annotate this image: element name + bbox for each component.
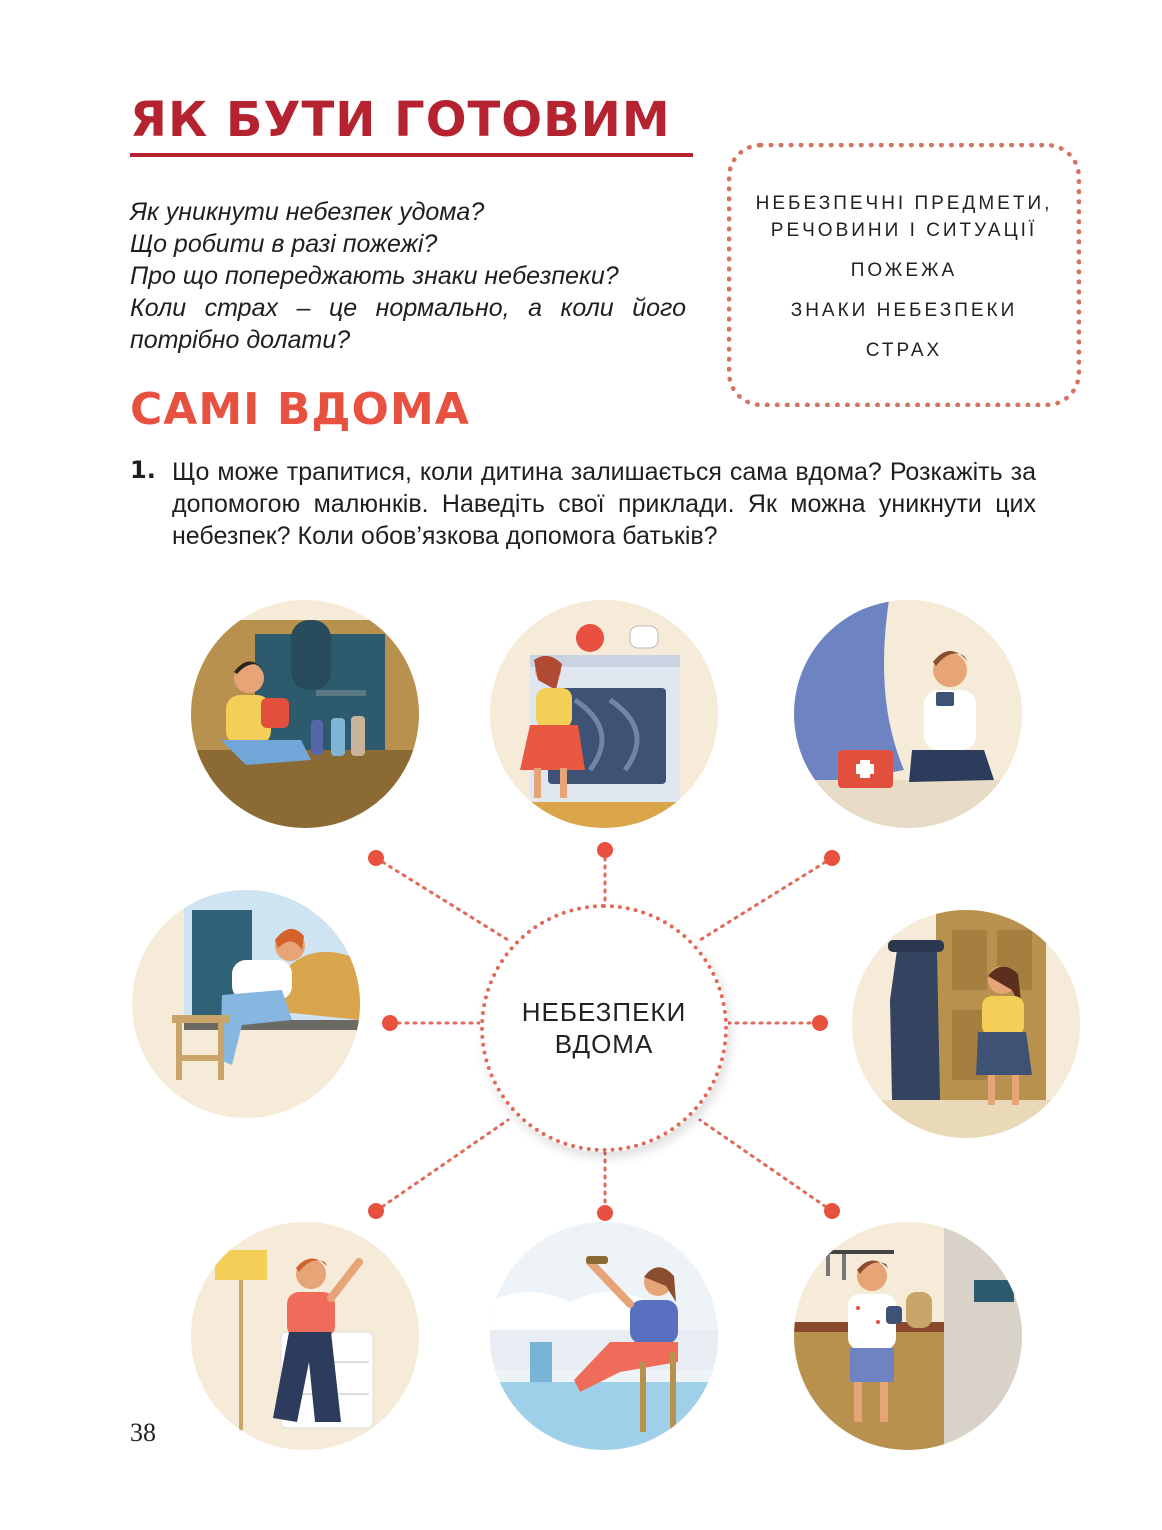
kitchen-knives-scene (794, 1222, 1022, 1450)
cleaning-chemicals-scene (191, 600, 419, 828)
keyword-4: СТРАХ (865, 340, 943, 361)
page-number: 38 (130, 1418, 156, 1447)
question-4: Коли страх – це нормально, а коли його потрібно долати? (130, 294, 686, 354)
center-line-1: НЕБЕЗПЕКИ (521, 997, 687, 1027)
question-1: Як уникнути небезпек удома? (130, 198, 485, 226)
intro-questions (130, 196, 686, 356)
flooding-water-scene (490, 1222, 718, 1450)
center-topic (480, 904, 728, 1152)
section-title: САМІ ВДОМА (130, 384, 470, 435)
center-line-2: ВДОМА (554, 1029, 654, 1059)
dangers-diagram (0, 590, 1162, 1460)
task-number: 1. (130, 456, 156, 484)
keywords-box (727, 143, 1081, 407)
medicine-pills-scene (794, 600, 1022, 828)
question-2: Що робити в разі пожежі? (130, 230, 438, 258)
page-title: ЯК БУТИ ГОТОВИМ (130, 92, 671, 148)
keyword-1: НЕБЕЗПЕЧНІ ПРЕДМЕТИ, РЕЧОВИНИ І СИТУАЦІЇ (755, 193, 1053, 241)
stranger-at-door-scene (852, 910, 1080, 1138)
keyword-3: ЗНАКИ НЕБЕЗПЕКИ (790, 300, 1018, 321)
title-underline (130, 153, 693, 157)
keyword-2: ПОЖЕЖА (850, 260, 958, 281)
open-window-scene (132, 890, 360, 1118)
question-3: Про що попереджають знаки небезпеки? (130, 262, 619, 290)
stove-kettle-scene (490, 600, 718, 828)
task-text: Що може трапитися, коли дитина залишається сама вдома? Розкажіть за допомогою малюнків. Наведіть свої приклади. Як можна уникнути цих небезпек? Коли обов’язкова допомога батьків? (172, 458, 1036, 550)
matches-fire-scene (191, 1222, 419, 1450)
